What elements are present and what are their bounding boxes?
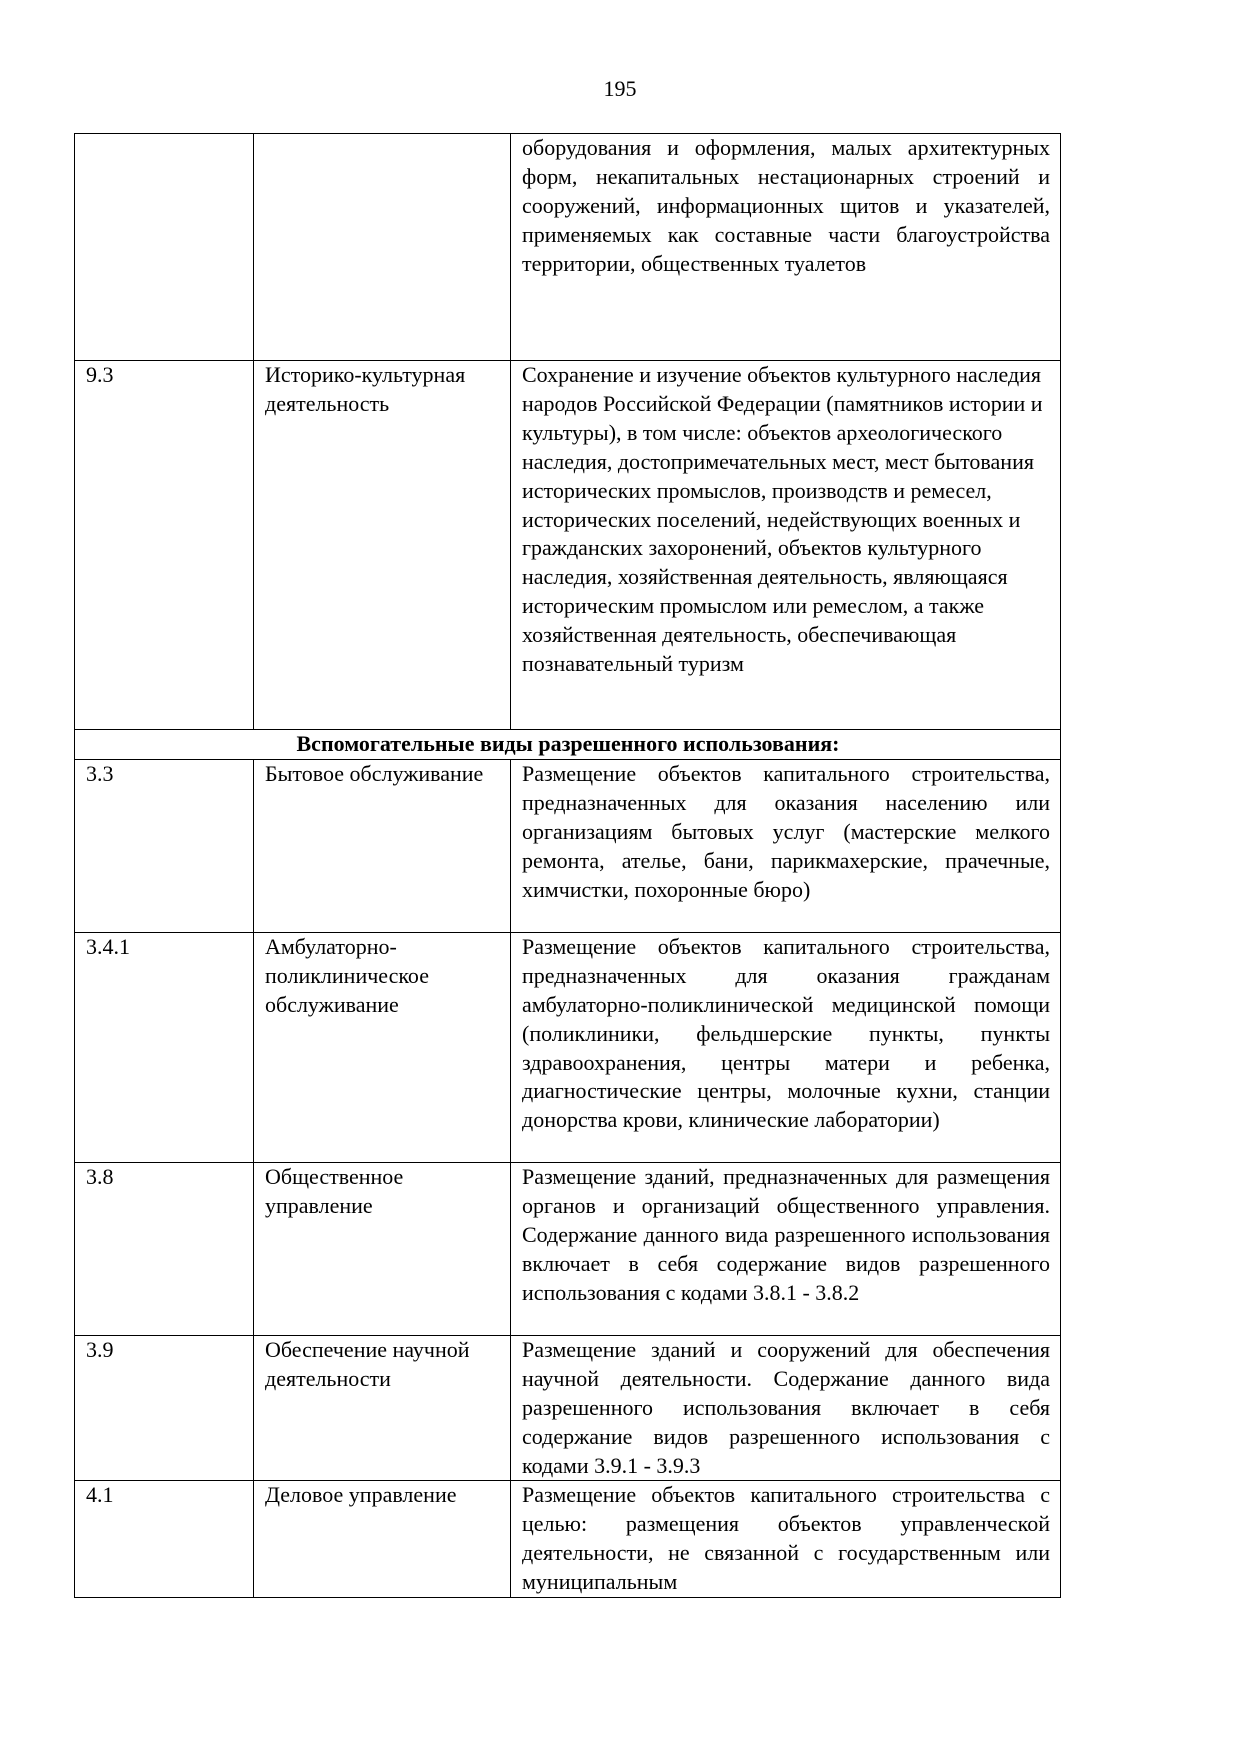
code-cell: 4.1 bbox=[75, 1481, 254, 1598]
table-row bbox=[75, 932, 1061, 1162]
description-cell: Сохранение и изучение объектов культурного наследия народов Российской Федерации (памятников истории и культуры), в том числе: объектов археологического наследия, достопримечательных мест, мест бытования исторических промыслов, производств и ремесел, исторических поселений, недействующих военных и гражданских захоронений, объектов культурного наследия, хозяйственная деятельность, являющаяся историческим промыслом или ремеслом, а также хозяйственная деятельность, обеспечивающая познавательный туризм bbox=[511, 361, 1061, 730]
table-row bbox=[75, 1481, 1061, 1598]
page-number: 195 bbox=[603, 76, 637, 101]
table-row bbox=[75, 134, 1061, 361]
code-cell: 3.9 bbox=[75, 1335, 254, 1481]
name-cell: Историко-культурная деятельность bbox=[254, 361, 511, 730]
name-cell: Деловое управление bbox=[254, 1481, 511, 1598]
section-header-row bbox=[75, 730, 1061, 760]
name-cell: Амбулаторно-поликлиническое обслуживание bbox=[254, 932, 511, 1162]
code-cell: 9.3 bbox=[75, 361, 254, 730]
name-cell: Общественное управление bbox=[254, 1162, 511, 1335]
description-cell: Размещение зданий и сооружений для обеспечения научной деятельности. Содержание данного вида разрешенного использования включает в себя содержание видов разрешенного использования с кодами 3.9.1 - 3.9.3 bbox=[511, 1335, 1061, 1481]
code-cell bbox=[75, 134, 254, 361]
code-cell: 3.8 bbox=[75, 1162, 254, 1335]
name-cell: Обеспечение научной деятельности bbox=[254, 1335, 511, 1481]
name-cell: Бытовое обслуживание bbox=[254, 759, 511, 932]
description-cell: Размещение объектов капитального строительства, предназначенных для оказания гражданам амбулаторно-поликлинической медицинской помощи (поликлиники, фельдшерские пункты, пункты здравоохранения, центры матери и ребенка, диагностические центры, молочные кухни, станции донорства крови, клинические лаборатории) bbox=[511, 932, 1061, 1162]
section-header: Вспомогательные виды разрешенного использования: bbox=[75, 730, 1061, 760]
table-row bbox=[75, 1335, 1061, 1481]
table-row bbox=[75, 361, 1061, 730]
name-cell bbox=[254, 134, 511, 361]
description-cell: Размещение объектов капитального строительства с целью: размещения объектов управленческой деятельности, не связанной с государственным или муниципальным bbox=[511, 1481, 1061, 1598]
table-row bbox=[75, 759, 1061, 932]
description-cell: Размещение объектов капитального строительства, предназначенных для оказания населению или организациям бытовых услуг (мастерские мелкого ремонта, ателье, бани, парикмахерские, прачечные, химчистки, похоронные бюро) bbox=[511, 759, 1061, 932]
land-use-table bbox=[74, 133, 1061, 1598]
code-cell: 3.3 bbox=[75, 759, 254, 932]
description-cell: Размещение зданий, предназначенных для размещения органов и организаций общественного управления. Содержание данного вида разрешенного использования включает в себя содержание видов разрешенного использования с кодами 3.8.1 - 3.8.2 bbox=[511, 1162, 1061, 1335]
table-row bbox=[75, 1162, 1061, 1335]
description-cell: оборудования и оформления, малых архитектурных форм, некапитальных нестационарных строений и сооружений, информационных щитов и указателей, применяемых как составные части благоустройства территории, общественных туалетов bbox=[511, 134, 1061, 361]
code-cell: 3.4.1 bbox=[75, 932, 254, 1162]
